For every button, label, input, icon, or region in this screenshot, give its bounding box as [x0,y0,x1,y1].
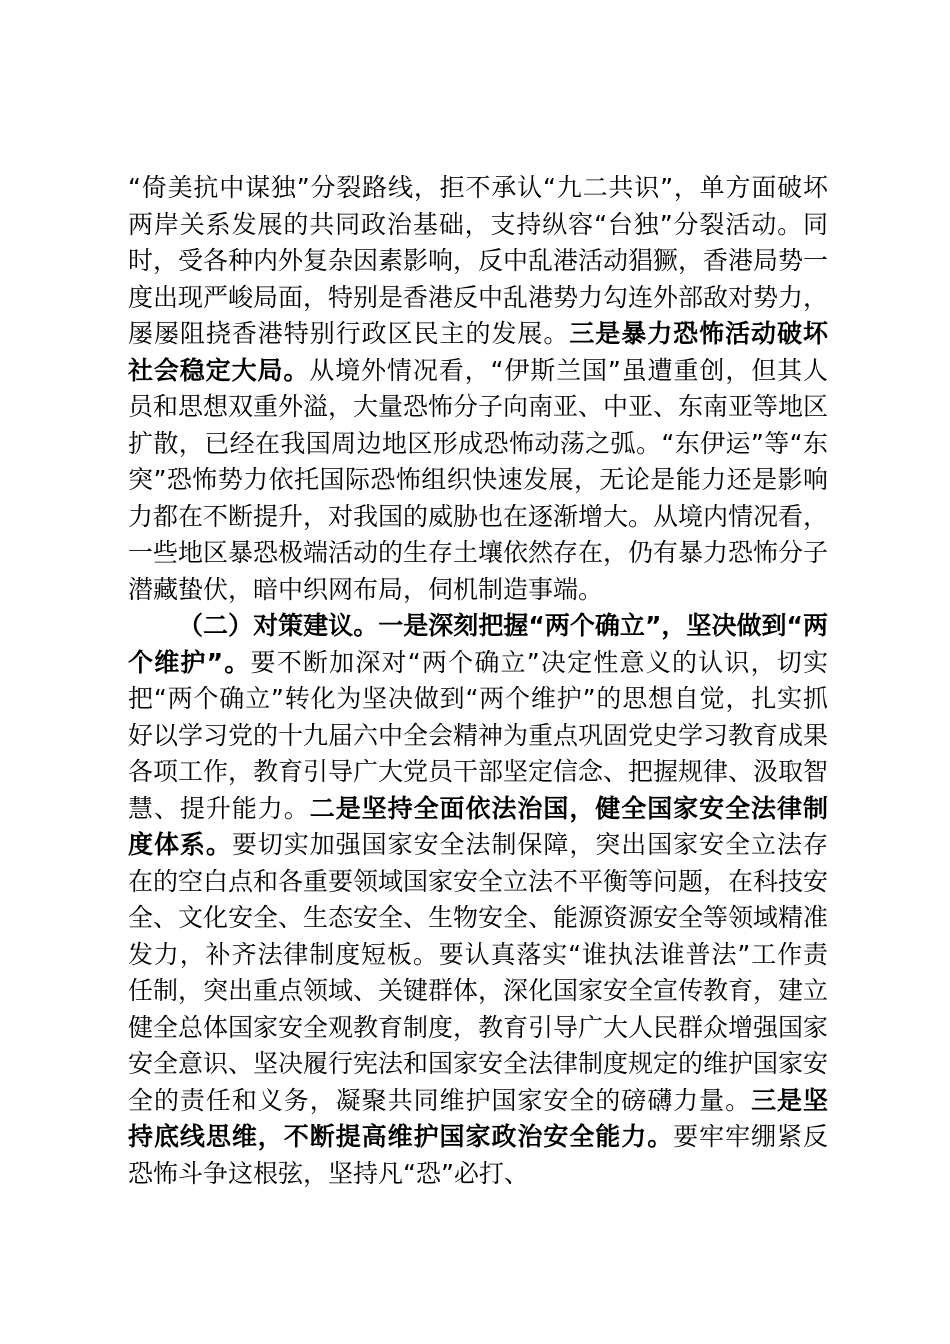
bold-heading-run: 二是坚持全面依法治国，健全国家安全法律制度体系。 [128,793,828,859]
body-text [128,170,828,1192]
paragraph-1 [128,170,828,608]
bold-heading-run: （二）对策建议。一是深刻把握“两个确立”，坚决做到“两个维护”。 [128,611,828,677]
bold-heading-run: 三是坚持底线思维，不断提高维护国家政治安全能力。 [128,1085,828,1151]
text-run: 从境外情况看，“伊斯兰国”虽遭重创，但其人员和思想双重外溢，大量恐怖分子向南亚、中亚、东南亚等地区扩散，已经在我国周边地区形成恐怖动荡之弧。“东伊运”等“东突”恐怖势力依托国际恐怖组织快速发展，无论是能力还是影响力都在不断提升，对我国的威胁也在逐渐增大。从境内情况看，一些地区暴恐极端活动的生存土壤依然存在，仍有暴力恐怖分子潜藏蛰伏，暗中织网布局，伺机制造事端。 [128,355,829,604]
text-run: 要不断加深对“两个确立”决定性意义的认识，切实把“两个确立”转化为坚决做到“两个维护”的思想自觉，扎实抓好以学习党的十九届六中全会精神为重点巩固党史学习教育成果各项工作，教育引导广大党员干部坚定信念、把握规律、汲取智慧、提升能力。 [128,647,829,823]
bold-heading-run: 三是暴力恐怖活动破坏社会稳定大局。 [128,319,828,385]
text-run: 要牢牢绷紧反恐怖斗争这根弦，坚持凡“恐”必打、 [128,1122,828,1188]
paragraph-2 [128,608,828,1192]
text-run: “倚美抗中谋独”分裂路线，拒不承认“九二共识”，单方面破坏两岸关系发展的共同政治基础，支持纵容“台独”分裂活动。同时，受各种内外复杂因素影响，反中乱港活动猖獗，香港局势一度出现严峻局面，特别是香港反中乱港势力勾连外部敌对势力，屡屡阻挠香港特别行政区民主的发展。 [128,173,829,348]
text-run: 要切实加强国家安全法制保障，突出国家安全立法存在的空白点和各重要领域国家安全立法不平衡等问题，在科技安全、文化安全、生态安全、生物安全、能源资源安全等领域精准发力，补齐法律制度短板。要认真落实“谁执法谁普法”工作责任制，突出重点领域、关键群体，深化国家安全宣传教育，建立健全总体国家安全观教育制度，教育引导广大人民群众增强国家安全意识、坚决履行宪法和国家安全法律制度规定的维护国家安全的责任和义务，凝聚共同维护国家安全的磅礴力量。 [128,830,829,1115]
